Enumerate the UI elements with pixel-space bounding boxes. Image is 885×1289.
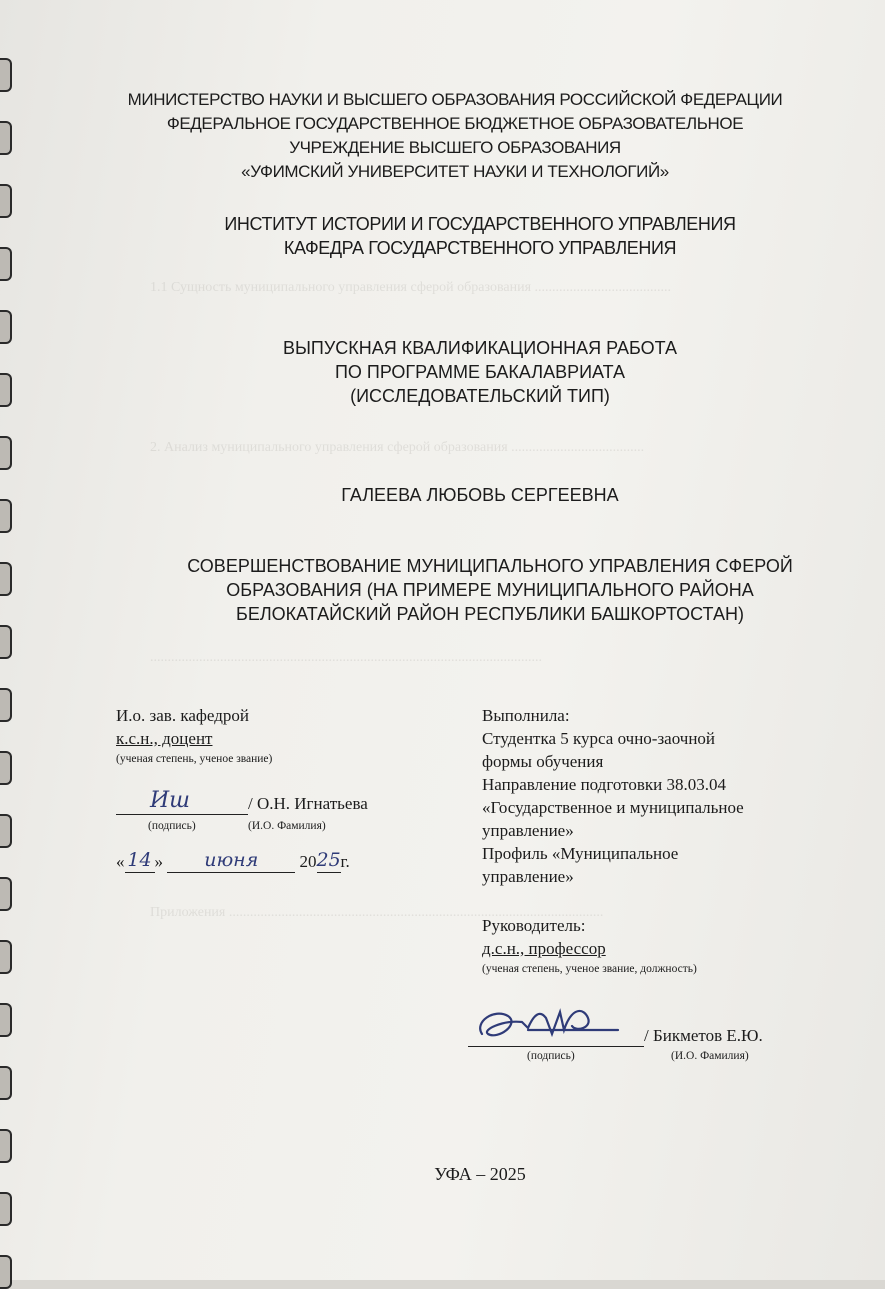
- institute-header: [80, 212, 880, 260]
- show-through-text: ................................................................................................................: [150, 650, 542, 665]
- binding-ring: [0, 436, 12, 470]
- university-name: «УФИМСКИЙ УНИВЕРСИТЕТ НАУКИ И ТЕХНОЛОГИЙ»: [241, 162, 669, 181]
- department-name: КАФЕДРА ГОСУДАРСТВЕННОГО УПРАВЛЕНИЯ: [283, 238, 677, 258]
- date-year-field: [317, 849, 341, 873]
- date-year-suffix: 25: [316, 849, 341, 871]
- topic-line: БЕЛОКАТАЙСКИЙ РАЙОН РЕСПУБЛИКИ БАШКОРТОСТАН): [236, 604, 744, 624]
- institute-name: ИНСТИТУТ ИСТОРИИ И ГОСУДАРСТВЕННОГО УПРАВЛЕНИЯ: [224, 214, 736, 234]
- binding-ring: [0, 247, 12, 281]
- supervisor-label: Руководитель:: [482, 916, 586, 935]
- student-line: Студентка 5 курса очно-заочной: [482, 729, 716, 748]
- signature-caption: (подпись): [148, 820, 196, 832]
- head-signature-line: [116, 786, 248, 815]
- work-type-line: ПО ПРОГРАММЕ БАКАЛАВРИАТА: [334, 362, 626, 382]
- date-year-end: г.: [340, 852, 350, 871]
- spiral-binding: [0, 0, 14, 1280]
- binding-ring: [0, 1255, 12, 1289]
- student-line: управление»: [482, 867, 574, 886]
- supervisor-signature: [468, 1000, 644, 1050]
- author-name: ГАЛЕЕВА ЛЮБОВЬ СЕРГЕЕВНА: [341, 485, 619, 505]
- binding-ring: [0, 373, 12, 407]
- binding-ring: [0, 562, 12, 596]
- binding-ring: [0, 751, 12, 785]
- date-month-field: [167, 849, 295, 873]
- topic-line: СОВЕРШЕНСТВОВАНИЕ МУНИЦИПАЛЬНОГО УПРАВЛЕНИЯ СФЕРОЙ: [187, 556, 793, 576]
- binding-ring: [0, 814, 12, 848]
- date-day-field: [125, 849, 155, 873]
- student-line: формы обучения: [482, 752, 604, 771]
- binding-ring: [0, 1066, 12, 1100]
- supervisor-name: / Бикметов Е.Ю.: [644, 1026, 763, 1045]
- date-year-prefix: 20: [299, 852, 317, 871]
- date-quote-close: »: [154, 852, 163, 871]
- supervisor-signature-row: [468, 1018, 763, 1047]
- binding-ring: [0, 940, 12, 974]
- binding-ring: [0, 121, 12, 155]
- student-block: [482, 704, 744, 976]
- head-approval-block: [116, 704, 368, 873]
- signature-caption: (подпись): [527, 1050, 575, 1062]
- head-name: / О.Н. Игнатьева: [248, 794, 368, 813]
- binding-ring: [0, 499, 12, 533]
- work-type-line: ВЫПУСКНАЯ КВАЛИФИКАЦИОННАЯ РАБОТА: [282, 338, 678, 358]
- student-line: Профиль «Муниципальное: [482, 844, 679, 863]
- binding-ring: [0, 1192, 12, 1226]
- student-line: «Государственное и муниципальное: [482, 798, 744, 817]
- show-through-text: 2. Анализ муниципального управления сферой образования ......................................: [150, 440, 645, 455]
- name-caption: (И.О. Фамилия): [248, 820, 326, 832]
- supervisor-signature-line: [468, 1018, 644, 1047]
- degree-caption: (ученая степень, ученое звание): [116, 753, 273, 765]
- show-through-text: 1.1 Сущность муниципального управления сферой образования .......................................: [150, 280, 672, 295]
- binding-ring: [0, 877, 12, 911]
- binding-ring: [0, 625, 12, 659]
- binding-ring: [0, 58, 12, 92]
- topic-line: ОБРАЗОВАНИЯ (НА ПРИМЕРЕ МУНИЦИПАЛЬНОГО РАЙОНА: [226, 580, 754, 600]
- thesis-topic: [100, 554, 880, 626]
- head-title: И.о. зав. кафедрой: [116, 706, 249, 725]
- binding-ring: [0, 184, 12, 218]
- approval-date: [116, 849, 368, 873]
- date-quote-open: «: [116, 852, 125, 871]
- work-type: [80, 336, 880, 408]
- head-degree: к.с.н., доцент: [116, 729, 213, 748]
- supervisor-caption: (ученая степень, ученое звание, должность): [482, 963, 697, 975]
- city-year: УФА – 2025: [434, 1164, 526, 1184]
- ministry-header: [60, 88, 850, 184]
- ministry-line: МИНИСТЕРСТВО НАУКИ И ВЫСШЕГО ОБРАЗОВАНИЯ РОССИЙСКОЙ ФЕДЕРАЦИИ: [127, 90, 783, 109]
- binding-ring: [0, 1129, 12, 1163]
- performed-label: Выполнила:: [482, 706, 570, 725]
- ministry-line: ФЕДЕРАЛЬНОЕ ГОСУДАРСТВЕННОЕ БЮДЖЕТНОЕ ОБРАЗОВАТЕЛЬНОЕ: [166, 114, 744, 133]
- binding-ring: [0, 310, 12, 344]
- date-day: 14: [127, 849, 152, 871]
- student-line: управление»: [482, 821, 574, 840]
- show-through-text: Приложения ...........................................................................................................: [150, 905, 604, 920]
- student-line: Направление подготовки 38.03.04: [482, 775, 726, 794]
- supervisor-signature-captions: [527, 1049, 749, 1063]
- binding-ring: [0, 1003, 12, 1037]
- date-month: июня: [204, 849, 259, 871]
- work-type-line: (ИССЛЕДОВАТЕЛЬСКИЙ ТИП): [350, 386, 610, 406]
- name-caption: (И.О. Фамилия): [671, 1050, 749, 1062]
- ministry-line: УЧРЕЖДЕНИЕ ВЫСШЕГО ОБРАЗОВАНИЯ: [289, 138, 621, 157]
- supervisor-degree: д.с.н., профессор: [482, 939, 606, 958]
- binding-ring: [0, 688, 12, 722]
- head-signature: Иш: [150, 788, 191, 813]
